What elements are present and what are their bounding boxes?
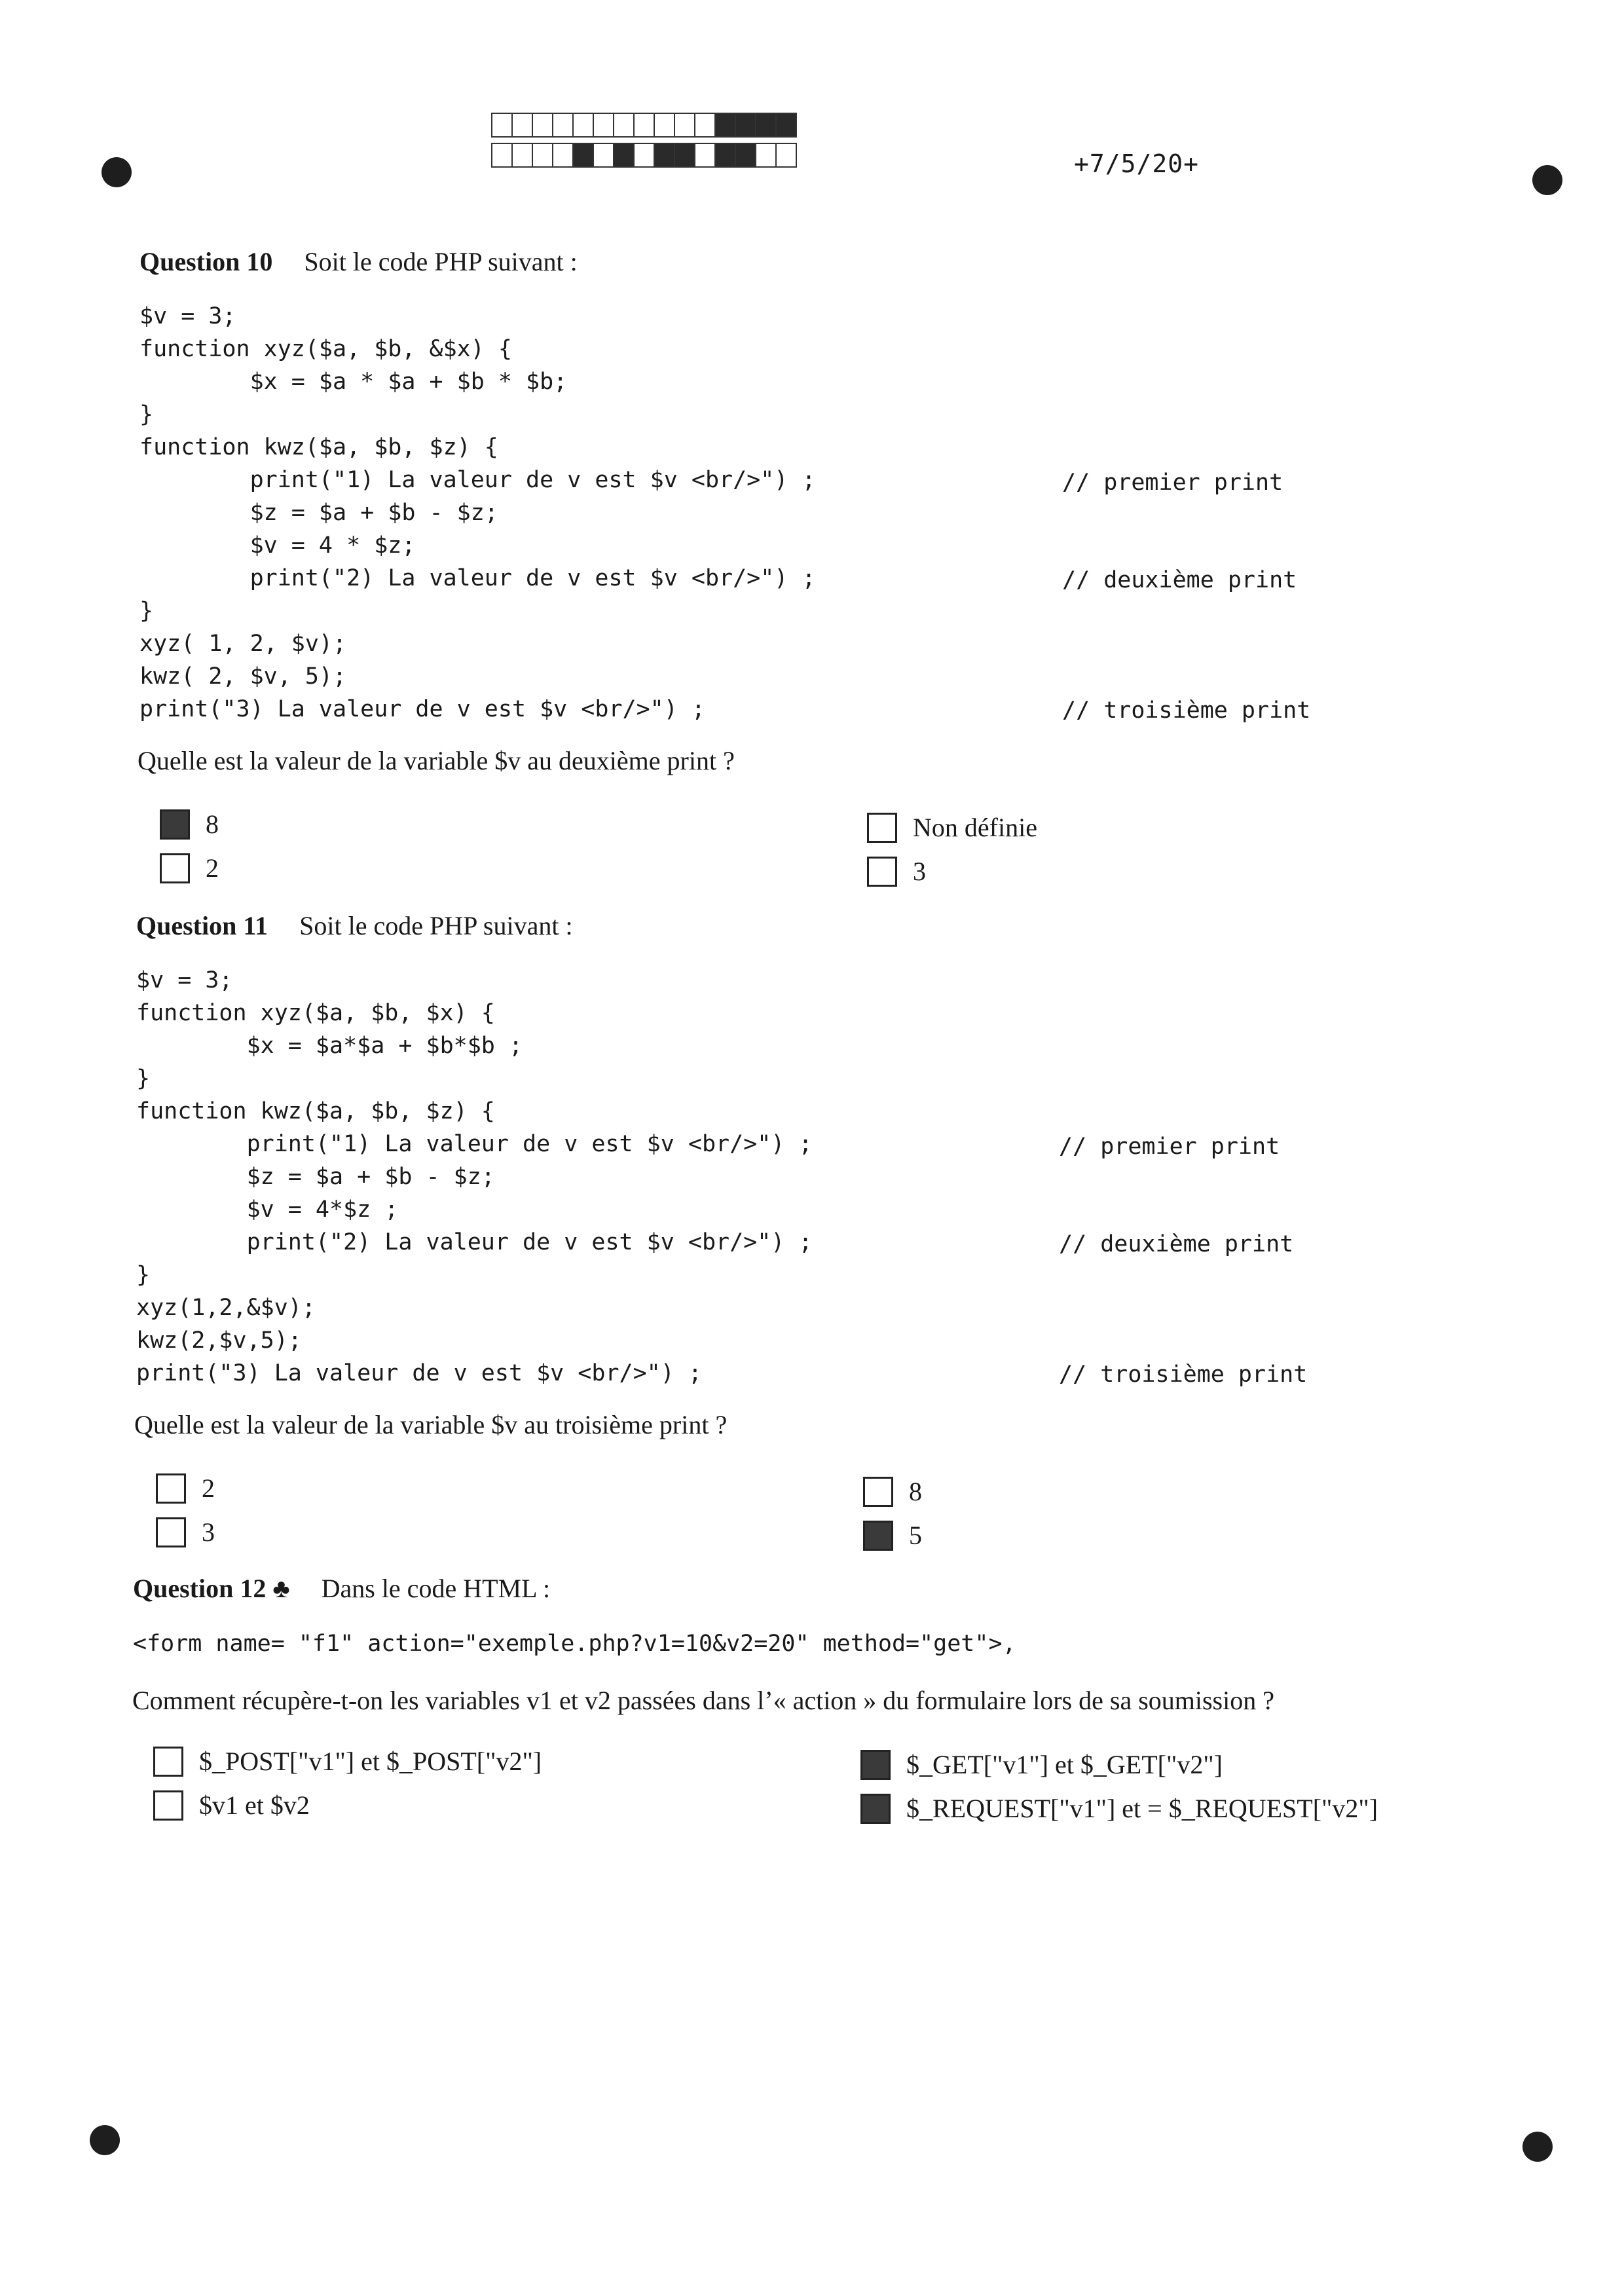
checkbox[interactable] xyxy=(867,813,897,843)
answer-label: 8 xyxy=(909,1477,922,1506)
barcode-cell xyxy=(694,143,716,168)
code-comment-3: // troisième print xyxy=(1062,697,1311,724)
barcode-cell xyxy=(613,113,635,138)
barcode-cell xyxy=(572,143,594,168)
checkbox[interactable] xyxy=(867,857,897,887)
checkbox[interactable] xyxy=(156,1517,186,1547)
answer-choice[interactable] xyxy=(160,853,219,883)
code-comment-1: // premier print xyxy=(1059,1134,1280,1160)
barcode-cell xyxy=(654,143,675,168)
question-intro: Soit le code PHP suivant : xyxy=(304,247,578,276)
answer-label: 3 xyxy=(202,1517,215,1547)
answer-label: 5 xyxy=(909,1521,922,1550)
answer-label: 2 xyxy=(202,1473,215,1503)
code-comment-2: // deuxième print xyxy=(1062,567,1297,593)
barcode-cell xyxy=(775,113,797,138)
barcode-row-2 xyxy=(491,143,796,168)
registration-mark-bottom-left xyxy=(90,2125,120,2155)
question-prompt: Quelle est la valeur de la variable $v au troisième print ? xyxy=(134,1410,728,1439)
answer-choice[interactable] xyxy=(156,1517,215,1547)
question-10-header xyxy=(139,246,578,277)
barcode-cell xyxy=(633,143,655,168)
answer-choice[interactable] xyxy=(153,1746,542,1777)
barcode-cell xyxy=(593,143,614,168)
checkbox[interactable] xyxy=(153,1790,183,1821)
checkbox[interactable] xyxy=(160,853,190,883)
barcode-cell xyxy=(755,143,777,168)
answer-label: Non définie xyxy=(913,813,1037,842)
answer-label: $_REQUEST["v1"] et = $_REQUEST["v2"] xyxy=(906,1794,1378,1823)
barcode-cell xyxy=(633,113,655,138)
answer-label: $_GET["v1"] et $_GET["v2"] xyxy=(906,1750,1223,1779)
registration-mark-top-left xyxy=(101,157,132,187)
question-label: Question 10 xyxy=(139,247,273,276)
barcode-cell xyxy=(714,113,736,138)
barcode-cell xyxy=(511,113,533,138)
answer-choice[interactable] xyxy=(867,812,1037,843)
barcode-cell xyxy=(674,143,695,168)
barcode-cell xyxy=(654,113,675,138)
code-comment-3: // troisième print xyxy=(1059,1361,1308,1388)
checkbox[interactable] xyxy=(863,1521,893,1551)
barcode-cell xyxy=(552,113,574,138)
barcode-cell xyxy=(613,143,635,168)
barcode-cell xyxy=(735,113,756,138)
barcode-cell xyxy=(491,143,513,168)
answer-choice[interactable] xyxy=(860,1793,1378,1824)
registration-mark-top-right xyxy=(1532,165,1562,195)
question-label: Question 12 xyxy=(133,1574,267,1603)
answer-choice[interactable] xyxy=(863,1520,922,1551)
code-comment-2: // deuxième print xyxy=(1059,1231,1294,1257)
html-code-line: <form name= "f1" action="exemple.php?v1=10&v2=20" method="get">, xyxy=(133,1631,1016,1657)
barcode-cell xyxy=(511,143,533,168)
barcode-cell xyxy=(694,113,716,138)
answer-choice[interactable] xyxy=(867,856,926,887)
checkbox[interactable] xyxy=(863,1477,893,1507)
checkbox[interactable] xyxy=(860,1750,891,1780)
answer-label: 3 xyxy=(913,857,926,886)
checkbox[interactable] xyxy=(156,1473,186,1504)
barcode-cell xyxy=(755,113,777,138)
question-prompt: Comment récupère-t-on les variables v1 et v2 passées dans l’« action » du formulaire lors de sa soumission ? xyxy=(132,1686,1274,1715)
php-code-block: $v = 3; function xyz($a, $b, &$x) { $x = $a * $a + $b * $b; } function kwz($a, $b, $z) { print("1) La valeur de v est $v <br/>") ; $z = $a + $b - $z; $v = 4 * $z; print("2) La valeur de v est $v <br/>") ; } xyz( 1, 2, $v); kwz( 2, $v, 5); print("3) La valeur de v est $v <br/>") ; xyxy=(139,303,816,722)
answer-label: 8 xyxy=(206,809,219,839)
question-11-header xyxy=(136,910,573,941)
code-comment-1: // premier print xyxy=(1062,470,1283,496)
question-prompt: Quelle est la valeur de la variable $v au deuxième print ? xyxy=(138,746,735,775)
barcode-cell xyxy=(775,143,797,168)
question-intro: Soit le code PHP suivant : xyxy=(299,911,573,940)
question-label: Question 11 xyxy=(136,911,268,940)
barcode-cell xyxy=(532,113,553,138)
barcode-cell xyxy=(714,143,736,168)
barcode-cell xyxy=(593,113,614,138)
barcode-cell xyxy=(572,113,594,138)
answer-label: 2 xyxy=(206,853,219,883)
answer-label: $_POST["v1"] et $_POST["v2"] xyxy=(199,1747,542,1776)
barcode-row-1 xyxy=(491,113,796,138)
question-12-header xyxy=(133,1573,550,1604)
checkbox[interactable] xyxy=(153,1747,183,1777)
checkbox[interactable] xyxy=(860,1794,891,1824)
checkbox[interactable] xyxy=(160,809,190,840)
barcode-cell xyxy=(674,113,695,138)
answer-label: $v1 et $v2 xyxy=(199,1790,310,1820)
question-intro: Dans le code HTML : xyxy=(321,1574,551,1603)
club-icon: ♣ xyxy=(272,1574,290,1603)
barcode-cell xyxy=(552,143,574,168)
barcode-cell xyxy=(735,143,756,168)
answer-choice[interactable] xyxy=(156,1473,215,1504)
answer-choice[interactable] xyxy=(160,809,219,840)
answer-choice[interactable] xyxy=(153,1790,310,1821)
page-id: +7/5/20+ xyxy=(1074,149,1200,178)
registration-mark-bottom-right xyxy=(1522,2132,1553,2162)
barcode-cell xyxy=(532,143,553,168)
barcode-cell xyxy=(491,113,513,138)
answer-choice[interactable] xyxy=(860,1749,1223,1780)
php-code-block: $v = 3; function xyz($a, $b, $x) { $x = $a*$a + $b*$b ; } function kwz($a, $b, $z) { print("1) La valeur de v est $v <br/>") ; $z = $a + $b - $z; $v = 4*$z ; print("2) La valeur de v est $v <br/>") ; } xyz(1,2,&$v); kwz(2,$v,5); print("3) La valeur de v est $v <br/>") ; xyxy=(136,967,813,1386)
answer-choice[interactable] xyxy=(863,1476,922,1507)
